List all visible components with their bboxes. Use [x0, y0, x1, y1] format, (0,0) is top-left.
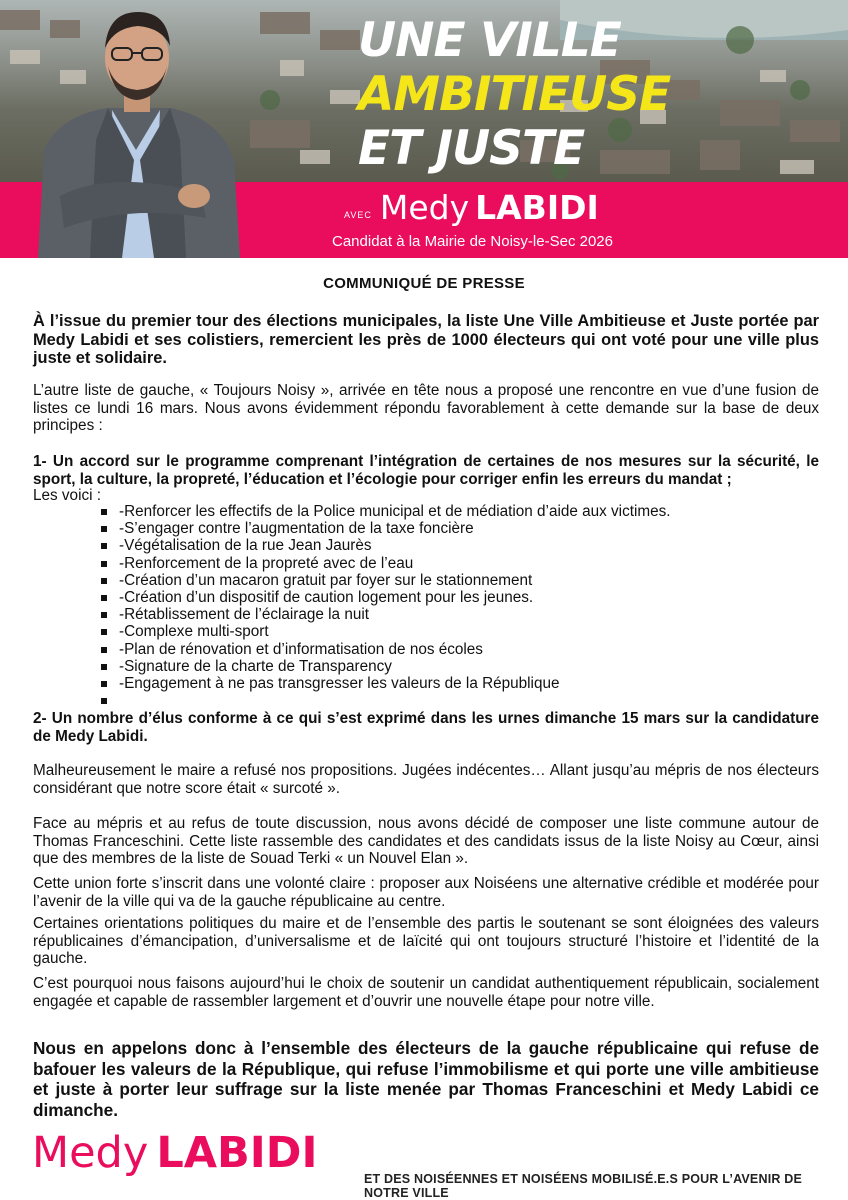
paragraph-refusal: Malheureusement le maire a refusé nos propositions. Jugées indécentes… Allant jusqu’au mépris de nos électeurs considérant que notre score était « surcoté ».	[33, 762, 819, 797]
list-item: -Rétablissement de l’éclairage la nuit	[117, 606, 671, 623]
list-item: -Végétalisation de la rue Jean Jaurès	[117, 537, 671, 554]
slogan-line-1: UNE VILLE	[358, 13, 621, 68]
list-item	[117, 692, 671, 709]
closing-call: Nous en appelons donc à l’ensemble des électeurs de la gauche républicaine qui refuse de bafouer les valeurs de la République, qui refuse l’immobilisme et qui porte une ville ambitieuse et juste à porter leur suffrage sur la liste menée par Thomas Franceschini et Medy Labidi ce dimanche.	[33, 1038, 819, 1120]
principle-2: 2- Un nombre d’élus conforme à ce qui s’est exprimé dans les urnes dimanche 15 mars sur la candidature de Medy Labidi.	[33, 710, 819, 745]
candidate-name	[344, 188, 599, 227]
campaign-slogan	[358, 14, 670, 176]
press-release-title: COMMUNIQUÉ DE PRESSE	[323, 275, 525, 292]
candidate-first-name: Medy	[379, 188, 470, 227]
list-item: -Renforcer les effectifs de la Police municipal et de médiation d’aide aux victimes.	[119, 503, 671, 520]
avec-label: AVEC	[344, 209, 372, 220]
footer-tagline: ET DES NOISÉENNES ET NOISÉENS MOBILISÉ.E.S POUR L’AVENIR DE NOTRE VILLE	[364, 1172, 803, 1200]
list-item: -Création d’un dispositif de caution logement pour les jeunes.	[117, 589, 671, 606]
paragraph-union: Cette union forte s’inscrit dans une volonté claire : proposer aux Noiséens une alternative crédible et modérée pour l’avenir de la ville qui va de la gauche républicaine au centre.	[33, 875, 819, 910]
les-voici-label: Les voici :	[33, 487, 102, 504]
list-item: -Engagement à ne pas transgresser les valeurs de la République	[117, 675, 671, 692]
slogan-line-2: AMBITIEUSE	[358, 67, 671, 122]
list-item: -S’engager contre l’augmentation de la taxe foncière	[117, 520, 671, 537]
paragraph-choice: C’est pourquoi nous faisons aujourd’hui le choix de soutenir un candidat authentiquement républicain, socialement engagée et capable de rassembler largement et d’ouvrir une nouvelle étape pour notre ville.	[33, 975, 819, 1010]
list-item: -Création d’un macaron gratuit par foyer sur le stationnement	[117, 572, 671, 589]
list-item: -Complexe multi-sport	[117, 623, 671, 640]
paragraph-fusion-request: L’autre liste de gauche, « Toujours Noisy », arrivée en tête nous a proposé une rencontre en vue d’une fusion de listes ce lundi 16 mars. Nous avons évidemment répondu favorablement à cette demande sur la base de deux principes :	[33, 382, 819, 434]
list-item: -Signature de la charte de Transparency	[117, 658, 671, 675]
candidate-last-name: LABIDI	[475, 188, 599, 227]
slogan-line-3: ET JUSTE	[358, 121, 585, 176]
header-banner	[0, 0, 848, 258]
paragraph-orientations: Certaines orientations politiques du maire et de l’ensemble des partis le soutenant se sont éloignées des valeurs républicaines d’émancipation, d’universalisme et de laïcité qui ont toujours structuré l’histoire et l’identité de la gauche.	[33, 915, 819, 967]
intro-paragraph: À l’issue du premier tour des élections municipales, la liste Une Ville Ambitieuse et Juste portée par Medy Labidi et ses colistiers, remercient les près de 1000 électeurs qui ont voté pour une ville plus juste et solidaire.	[33, 312, 819, 367]
paragraph-common-list: Face au mépris et au refus de toute discussion, nous avons décidé de composer une liste commune autour de Thomas Franceschini. Cette liste rassemble des candidates et des candidats issus de la liste Noisy au Cœur, ainsi que des membres de la liste de Souad Terki « un Nouvel Elan ».	[33, 815, 819, 867]
footer-candidate-name	[32, 1128, 317, 1178]
candidate-subtitle: Candidat à la Mairie de Noisy-le-Sec 2026	[332, 233, 613, 250]
footer-first-name: Medy	[32, 1128, 149, 1178]
principle-1: 1- Un accord sur le programme comprenant l’intégration de certaines de nos mesures sur la sécurité, le sport, la culture, la propreté, l’éducation et l’écologie pour corriger enfin les erreurs du mandat ;	[33, 453, 819, 488]
measures-list	[117, 503, 671, 709]
list-item: -Renforcement de la propreté avec de l’eau	[117, 555, 671, 572]
footer-last-name: LABIDI	[156, 1128, 318, 1178]
list-item: -Plan de rénovation et d’informatisation de nos écoles	[117, 641, 671, 658]
candidate-portrait	[30, 0, 240, 258]
